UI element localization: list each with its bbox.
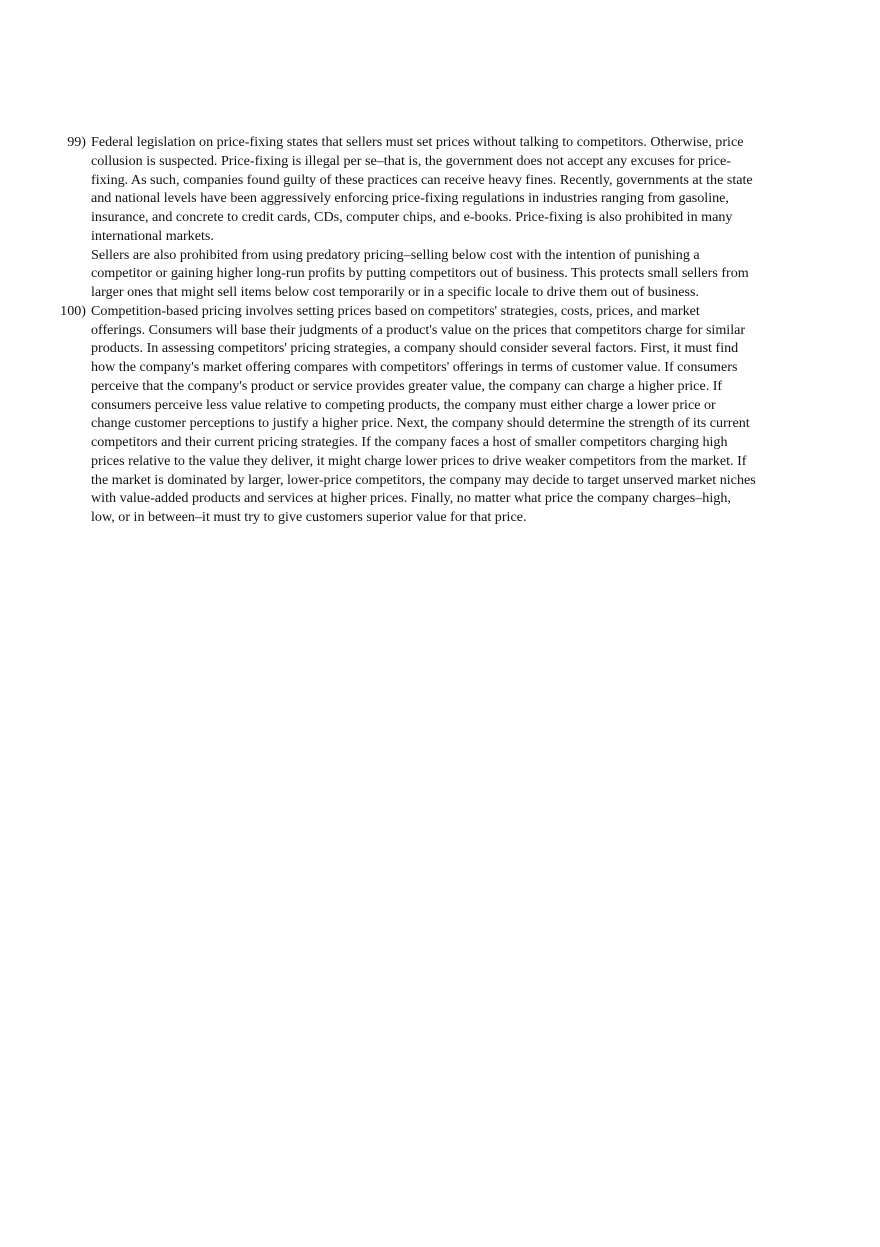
answer-paragraph: Federal legislation on price-fixing states that sellers must set prices without talking to competitors. Otherwise, price collusion is suspected. Price-fixing is illegal per se–that is, the government does not accept any excuses for price-fixing. As such, companies found guilty of these practices can receive heavy fines. Recently, governments at the state and national levels have been aggressively enforcing price-fixing regulations in industries ranging from gasoline, insurance, and concrete to credit cards, CDs, computer chips, and e-books. Price-fixing is also prohibited in many international markets. bbox=[91, 134, 753, 244]
answer-paragraph: Competition-based pricing involves setting prices based on competitors' strategies, costs, prices, and market offerings. Consumers will base their judgments of a product's value on the prices that competitors charge for similar products. In assessing competitors' pricing strategies, a company should consider several factors. First, it must find how the company's market offering compares with competitors' offerings in terms of customer value. If consumers perceive that the company's product or service provides greater value, the company can charge a higher price. If consumers perceive less value relative to competing products, the company must either charge a lower price or change customer perceptions to justify a higher price. Next, the company should determine the strength of its current competitors and their current pricing strategies. If the company faces a host of smaller competitors charging high prices relative to the value they deliver, it might charge lower prices to drive weaker competitors from the market. If the market is dominated by larger, lower-price competitors, the company may decide to target unserved market niches with value-added products and services at higher prices. Finally, no matter what price the company charges–high, low, or in between–it must try to give customers superior value for that price. bbox=[91, 302, 756, 525]
answer-item-99 bbox=[56, 133, 756, 302]
answer-number: 100) bbox=[60, 302, 86, 319]
answer-item-100 bbox=[56, 302, 756, 527]
answer-paragraph: Sellers are also prohibited from using predatory pricing–selling below cost with the intention of punishing a competitor or gaining higher long-run profits by putting competitors out of business. This protects small sellers from larger ones that might sell items below cost temporarily or in a specific locale to drive them out of business. bbox=[91, 246, 749, 300]
answer-number: 99) bbox=[67, 134, 86, 150]
answer-list bbox=[56, 133, 756, 527]
